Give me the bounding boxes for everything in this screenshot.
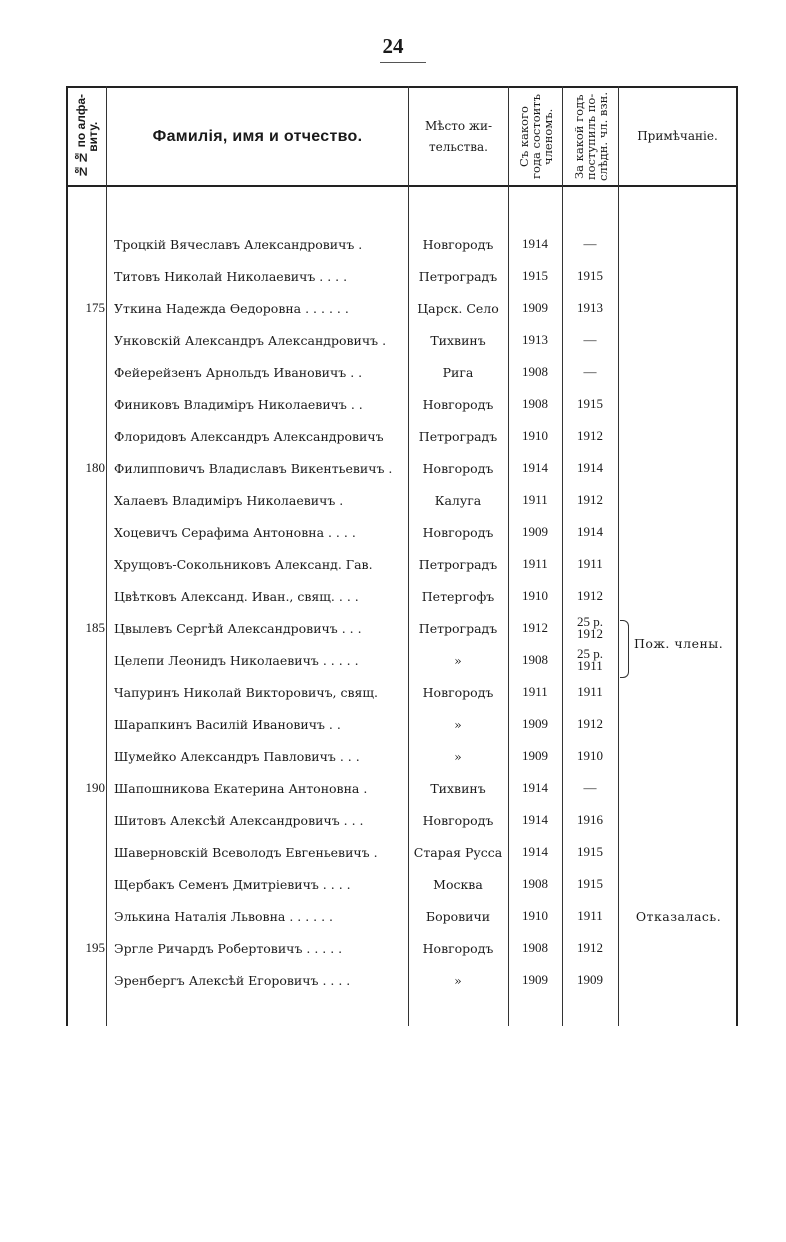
- member-residence: »: [454, 748, 462, 764]
- member-note: [619, 676, 738, 708]
- member-name: Халаевъ Владиміръ Николаевичъ .: [114, 492, 344, 508]
- member-note: [619, 772, 738, 804]
- member-note: [619, 324, 738, 356]
- member-residence: Новгородъ: [422, 684, 494, 700]
- member-name: Эргле Ричардъ Робертовичъ . . . . .: [114, 940, 343, 956]
- member-name: Троцкій Вячеславъ Александровичъ .: [114, 236, 363, 252]
- header-paid: [563, 88, 618, 185]
- member-since-year: 1913: [522, 332, 548, 347]
- table-row: [66, 868, 738, 900]
- member-note: [619, 228, 738, 260]
- member-note: [619, 484, 738, 516]
- member-since-year: 1910: [522, 588, 548, 603]
- member-name: Уткина Надежда Ѳедоровна . . . . . .: [114, 300, 349, 316]
- member-since-year: 1912: [522, 620, 548, 635]
- member-note: [619, 964, 738, 996]
- member-name: Цвылевъ Сергѣй Александровичъ . . .: [114, 620, 362, 636]
- member-last-paid: 1912: [577, 940, 603, 955]
- member-name: Шаверновскій Всеволодъ Евгеньевичъ .: [114, 844, 378, 860]
- brace: [620, 620, 629, 678]
- member-note: [619, 932, 738, 964]
- member-name: Филипповичъ Владиславъ Викентьевичъ .: [114, 460, 393, 476]
- member-since-year: 1908: [522, 876, 548, 891]
- member-name: Щербакъ Семенъ Дмитріевичъ . . . .: [114, 876, 351, 892]
- table-row: [66, 484, 738, 516]
- table-row: [66, 228, 738, 260]
- table-row: [66, 900, 738, 932]
- row-number: [66, 836, 105, 868]
- row-number: [66, 260, 105, 292]
- member-note: [619, 388, 738, 420]
- row-number: [66, 228, 105, 260]
- member-residence: Новгородъ: [422, 812, 494, 828]
- member-last-paid: 1911: [577, 684, 603, 699]
- member-residence: Петроградъ: [418, 268, 498, 284]
- member-residence: Москва: [433, 876, 483, 892]
- member-last-paid: 1915: [577, 844, 603, 859]
- member-note: [619, 516, 738, 548]
- member-since-year: 1911: [522, 492, 548, 507]
- row-number: [66, 676, 105, 708]
- member-last-paid: 1912: [577, 428, 603, 443]
- member-name: Шапошникова Екатерина Антоновна .: [114, 780, 368, 796]
- member-since-year: 1909: [522, 300, 548, 315]
- row-number: 195: [85, 940, 105, 955]
- member-residence: Старая Русса: [413, 844, 503, 860]
- member-residence: Царск. Село: [417, 300, 499, 316]
- member-since-year: 1914: [522, 236, 548, 251]
- member-last-paid: 25 р. 1912: [577, 614, 603, 641]
- row-number: [66, 388, 105, 420]
- table-row: [66, 388, 738, 420]
- member-name: Цвѣтковъ Александ. Иван., свящ. . . .: [114, 588, 359, 604]
- member-name: Элькина Наталія Львовна . . . . . .: [114, 908, 334, 924]
- member-name: Хоцевичъ Серафима Антоновна . . . .: [114, 524, 356, 540]
- member-last-paid: 1911: [577, 908, 603, 923]
- member-residence: Новгородъ: [422, 396, 494, 412]
- member-note: [619, 708, 738, 740]
- member-since-year: 1908: [522, 396, 548, 411]
- row-number: [66, 516, 105, 548]
- member-residence: Новгородъ: [422, 940, 494, 956]
- member-note: [619, 420, 738, 452]
- header-note: [619, 88, 736, 185]
- member-since-year: 1911: [522, 684, 548, 699]
- table-row: [66, 580, 738, 612]
- member-last-paid: —: [583, 236, 597, 251]
- member-since-year: 1914: [522, 460, 548, 475]
- member-name: Шитовъ Алексѣй Александровичъ . . .: [114, 812, 364, 828]
- row-number: [66, 548, 105, 580]
- table-row: [66, 804, 738, 836]
- member-last-paid: 1914: [577, 460, 603, 475]
- brace-note: Пож. члены.: [634, 636, 724, 651]
- header-num: [68, 88, 106, 185]
- header-paid-label: За какой годъ поступилъ по- слѣдн. чл. взн.: [571, 91, 610, 182]
- member-residence: Новгородъ: [422, 460, 494, 476]
- table-row: [66, 964, 738, 996]
- member-note: [619, 260, 738, 292]
- member-name: Флоридовъ Александръ Александровичъ: [114, 428, 384, 444]
- member-last-paid: 25 р. 1911: [577, 646, 603, 673]
- row-number: 185: [85, 620, 105, 635]
- table-row: [66, 260, 738, 292]
- row-number: [66, 708, 105, 740]
- table-row: [66, 420, 738, 452]
- member-last-paid: —: [583, 780, 597, 795]
- member-residence: Тихвинъ: [430, 780, 486, 796]
- table-row: [66, 452, 738, 484]
- member-note: [619, 836, 738, 868]
- member-name: Шумейко Александръ Павловичъ . . .: [114, 748, 360, 764]
- member-last-paid: 1911: [577, 556, 603, 571]
- table-row: [66, 740, 738, 772]
- member-residence: »: [454, 716, 462, 732]
- member-last-paid: —: [583, 332, 597, 347]
- member-name: Фейерейзенъ Арнольдъ Ивановичъ . .: [114, 364, 363, 380]
- page-number: 24: [382, 34, 404, 58]
- row-number: [66, 804, 105, 836]
- member-last-paid: 1915: [577, 396, 603, 411]
- member-name: Чапуринъ Николай Викторовичъ, свящ.: [114, 684, 379, 700]
- table-row: [66, 708, 738, 740]
- row-number: 180: [85, 460, 105, 475]
- header-num-label: №№ по алфа- виту.: [74, 94, 100, 179]
- row-number: [66, 484, 105, 516]
- header-name: [107, 88, 408, 185]
- member-since-year: 1909: [522, 748, 548, 763]
- member-residence: Тихвинъ: [430, 332, 486, 348]
- row-number: [66, 964, 105, 996]
- row-number: [66, 324, 105, 356]
- member-last-paid: 1915: [577, 268, 603, 283]
- member-residence: Рига: [442, 364, 474, 380]
- table-row: [66, 324, 738, 356]
- member-name: Финиковъ Владиміръ Николаевичъ . .: [114, 396, 363, 412]
- row-number: [66, 580, 105, 612]
- member-residence: Калуга: [434, 492, 482, 508]
- member-since-year: 1910: [522, 428, 548, 443]
- member-note: [619, 740, 738, 772]
- member-last-paid: 1916: [577, 812, 603, 827]
- member-since-year: 1908: [522, 940, 548, 955]
- table-row: [66, 772, 738, 804]
- header-note-label: Примѣчаніе.: [637, 129, 718, 143]
- member-note: [619, 292, 738, 324]
- header-place-label: Мѣсто жи- тельства.: [424, 118, 492, 154]
- row-number: 190: [85, 780, 105, 795]
- row-number: [66, 356, 105, 388]
- member-since-year: 1909: [522, 716, 548, 731]
- table-row: [66, 292, 738, 324]
- member-name: Унковскій Александръ Александровичъ .: [114, 332, 387, 348]
- member-last-paid: 1912: [577, 716, 603, 731]
- member-since-year: 1908: [522, 652, 548, 667]
- member-residence: Петроградъ: [418, 428, 498, 444]
- member-since-year: 1914: [522, 812, 548, 827]
- page-number-rule: [380, 62, 426, 63]
- member-residence: Новгородъ: [422, 524, 494, 540]
- member-name: Титовъ Николай Николаевичъ . . . .: [114, 268, 348, 284]
- header-place: [409, 88, 508, 185]
- row-number: [66, 740, 105, 772]
- member-since-year: 1914: [522, 844, 548, 859]
- table-row: [66, 516, 738, 548]
- member-residence: Боровичи: [425, 908, 491, 924]
- member-name: Хрущовъ-Сокольниковъ Александ. Гав.: [114, 556, 373, 572]
- member-since-year: 1908: [522, 364, 548, 379]
- member-note: [619, 868, 738, 900]
- member-note: [619, 548, 738, 580]
- member-residence: Новгородъ: [422, 236, 494, 252]
- member-since-year: 1909: [522, 972, 548, 987]
- member-since-year: 1909: [522, 524, 548, 539]
- member-last-paid: 1913: [577, 300, 603, 315]
- member-residence: Петроградъ: [418, 556, 498, 572]
- member-residence: Петроградъ: [418, 620, 498, 636]
- row-number: [66, 868, 105, 900]
- member-last-paid: 1912: [577, 492, 603, 507]
- member-last-paid: 1912: [577, 588, 603, 603]
- member-residence: »: [454, 652, 462, 668]
- header-since: [509, 88, 562, 185]
- member-note: [619, 356, 738, 388]
- member-last-paid: 1915: [577, 876, 603, 891]
- member-last-paid: 1909: [577, 972, 603, 987]
- member-note: [619, 452, 738, 484]
- table-row: [66, 548, 738, 580]
- header-bottom-rule: [66, 185, 738, 187]
- table-row: [66, 356, 738, 388]
- table-row: [66, 932, 738, 964]
- member-since-year: 1911: [522, 556, 548, 571]
- member-note: [619, 804, 738, 836]
- row-number: 175: [85, 300, 105, 315]
- member-name: Шарапкинъ Василій Ивановичъ . .: [114, 716, 341, 732]
- member-name: Эренбергъ Алексѣй Егоровичъ . . . .: [114, 972, 351, 988]
- member-residence: »: [454, 972, 462, 988]
- row-number: [66, 644, 105, 676]
- member-residence: Петергофъ: [421, 588, 495, 604]
- member-since-year: 1915: [522, 268, 548, 283]
- member-name: Целепи Леонидъ Николаевичъ . . . . .: [114, 652, 359, 668]
- row-number: [66, 420, 105, 452]
- member-last-paid: 1914: [577, 524, 603, 539]
- table-row: [66, 676, 738, 708]
- member-last-paid: 1910: [577, 748, 603, 763]
- member-note: [619, 580, 738, 612]
- header-since-label: Съ какого года состоитъ членомъ.: [516, 94, 555, 179]
- header-name-label: Фамилія, имя и отчество.: [152, 127, 363, 145]
- member-note: Отказалась.: [635, 908, 722, 924]
- member-since-year: 1914: [522, 780, 548, 795]
- member-last-paid: —: [583, 364, 597, 379]
- member-since-year: 1910: [522, 908, 548, 923]
- table-row: [66, 836, 738, 868]
- row-number: [66, 900, 105, 932]
